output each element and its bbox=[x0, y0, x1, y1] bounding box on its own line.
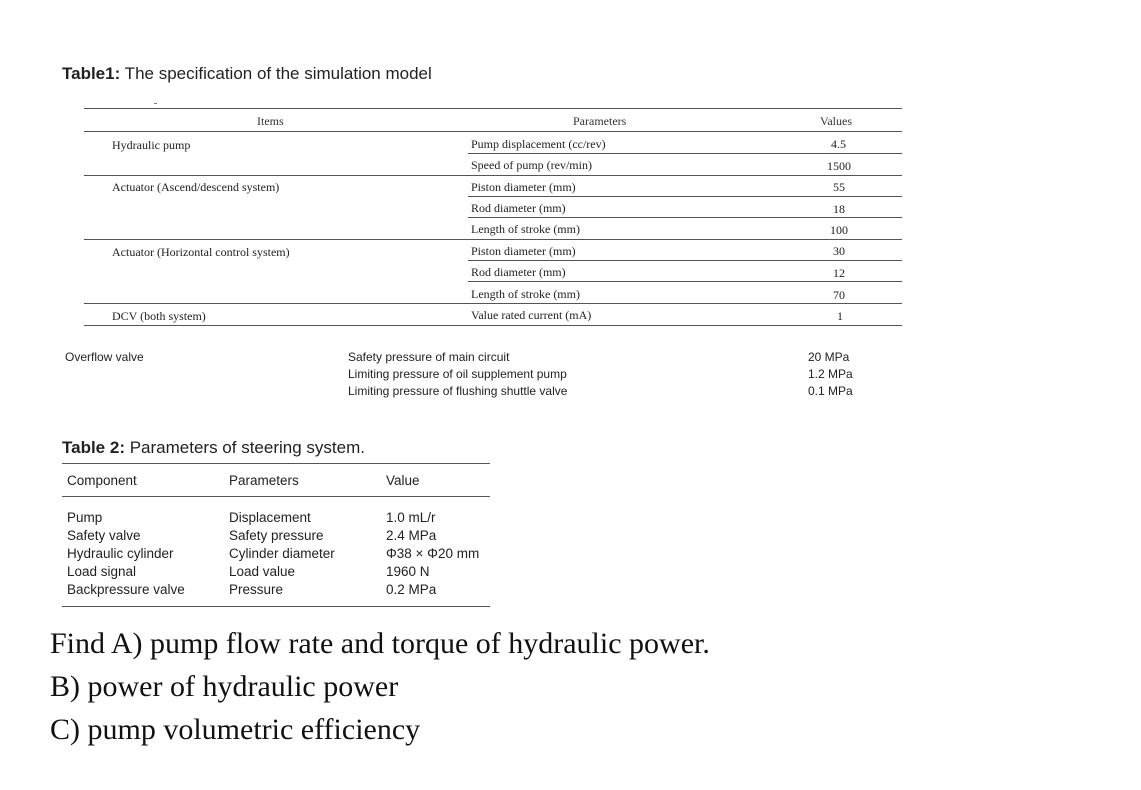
table2-bottom-rule bbox=[62, 606, 490, 607]
table2-parameter: Load value bbox=[229, 564, 296, 579]
table1-row-rule bbox=[468, 153, 902, 154]
table1-top-rule bbox=[84, 108, 902, 109]
table1-value-pump-speed: 1500 bbox=[827, 159, 851, 173]
question-line-c: C) pump volumetric efficiency bbox=[50, 713, 421, 746]
table1-param-pump-speed: Speed of pump (rev/min) bbox=[471, 158, 592, 172]
table1-header-parameters: Parameters bbox=[573, 114, 627, 128]
table2-parameter: Displacement bbox=[229, 510, 311, 525]
overflow-value: 20 MPa bbox=[808, 350, 850, 364]
table2-header-parameters: Parameters bbox=[229, 473, 299, 488]
table2-value: 1960 N bbox=[386, 564, 430, 579]
overflow-param: Safety pressure of main circuit bbox=[348, 350, 510, 364]
table1-row-rule bbox=[468, 281, 902, 282]
table1-value-piston-diameter: 30 bbox=[833, 244, 845, 258]
table2-header-rule bbox=[62, 496, 490, 497]
table2-header-component: Component bbox=[67, 473, 137, 488]
table1-param-rod-diameter: Rod diameter (mm) bbox=[471, 201, 566, 215]
table1-value-rod-diameter: 12 bbox=[833, 266, 845, 280]
table2-top-rule bbox=[62, 463, 490, 464]
table1-tick-mark bbox=[154, 103, 157, 104]
table1-caption: Table1: The specification of the simulation model bbox=[62, 64, 432, 83]
table1-item-hydraulic-pump: Hydraulic pump bbox=[112, 138, 191, 152]
table1-group-rule bbox=[84, 303, 902, 304]
table1-param-pump-displacement: Pump displacement (cc/rev) bbox=[471, 137, 606, 151]
table2-value: Φ38 × Φ20 mm bbox=[386, 546, 480, 561]
table2-parameter: Safety pressure bbox=[229, 528, 324, 543]
table2-value: 2.4 MPa bbox=[386, 528, 437, 543]
table2-component: Hydraulic cylinder bbox=[67, 546, 174, 561]
table1-header-items: Items bbox=[257, 114, 284, 128]
table2-value: 0.2 MPa bbox=[386, 582, 437, 597]
table1-param-rod-diameter: Rod diameter (mm) bbox=[471, 265, 566, 279]
table1-group-rule bbox=[84, 239, 902, 240]
overflow-param: Limiting pressure of flushing shuttle valve bbox=[348, 384, 568, 398]
table2-parameter: Pressure bbox=[229, 582, 284, 597]
table1-param-stroke-length: Length of stroke (mm) bbox=[471, 222, 580, 236]
table1-value-rod-diameter: 18 bbox=[833, 202, 845, 216]
table1-param-piston-diameter: Piston diameter (mm) bbox=[471, 180, 576, 194]
table1-row-rule bbox=[468, 217, 902, 218]
table1-item-actuator-ascend: Actuator (Ascend/descend system) bbox=[112, 180, 280, 194]
question-line-b: B) power of hydraulic power bbox=[50, 670, 399, 703]
table1-group-rule bbox=[84, 175, 902, 176]
table1-row-rule bbox=[468, 196, 902, 197]
table2-component: Safety valve bbox=[67, 528, 141, 543]
table2-component: Pump bbox=[67, 510, 103, 525]
table1-item-actuator-horizontal: Actuator (Horizontal control system) bbox=[112, 245, 290, 259]
table1-value-piston-diameter: 55 bbox=[833, 180, 845, 194]
table1-header-values: Values bbox=[820, 114, 852, 128]
table2-parameter: Cylinder diameter bbox=[229, 546, 335, 561]
table1-item-dcv: DCV (both system) bbox=[112, 309, 206, 323]
table2-component: Load signal bbox=[67, 564, 137, 579]
table1-value-pump-displacement: 4.5 bbox=[831, 137, 846, 151]
overflow-valve-label: Overflow valve bbox=[65, 350, 144, 364]
table1-value-rated-current: 1 bbox=[837, 309, 843, 323]
table2-value: 1.0 mL/r bbox=[386, 510, 436, 525]
table1-value-stroke-length: 70 bbox=[833, 288, 845, 302]
table2-component: Backpressure valve bbox=[67, 582, 185, 597]
table1-header-rule bbox=[84, 131, 902, 132]
overflow-value: 0.1 MPa bbox=[808, 384, 853, 398]
table1-value-stroke-length: 100 bbox=[830, 223, 848, 237]
table2-caption: Table 2: Parameters of steering system. bbox=[62, 438, 365, 457]
overflow-value: 1.2 MPa bbox=[808, 367, 853, 381]
table1-param-piston-diameter: Piston diameter (mm) bbox=[471, 244, 576, 258]
table1-param-stroke-length: Length of stroke (mm) bbox=[471, 287, 580, 301]
table2-header-value: Value bbox=[386, 473, 420, 488]
overflow-param: Limiting pressure of oil supplement pump bbox=[348, 367, 567, 381]
question-line-a: Find A) pump flow rate and torque of hydraulic power. bbox=[50, 627, 710, 660]
table1-row-rule bbox=[468, 260, 902, 261]
table1-param-rated-current: Value rated current (mA) bbox=[471, 308, 592, 322]
table1-bottom-rule bbox=[84, 325, 902, 326]
